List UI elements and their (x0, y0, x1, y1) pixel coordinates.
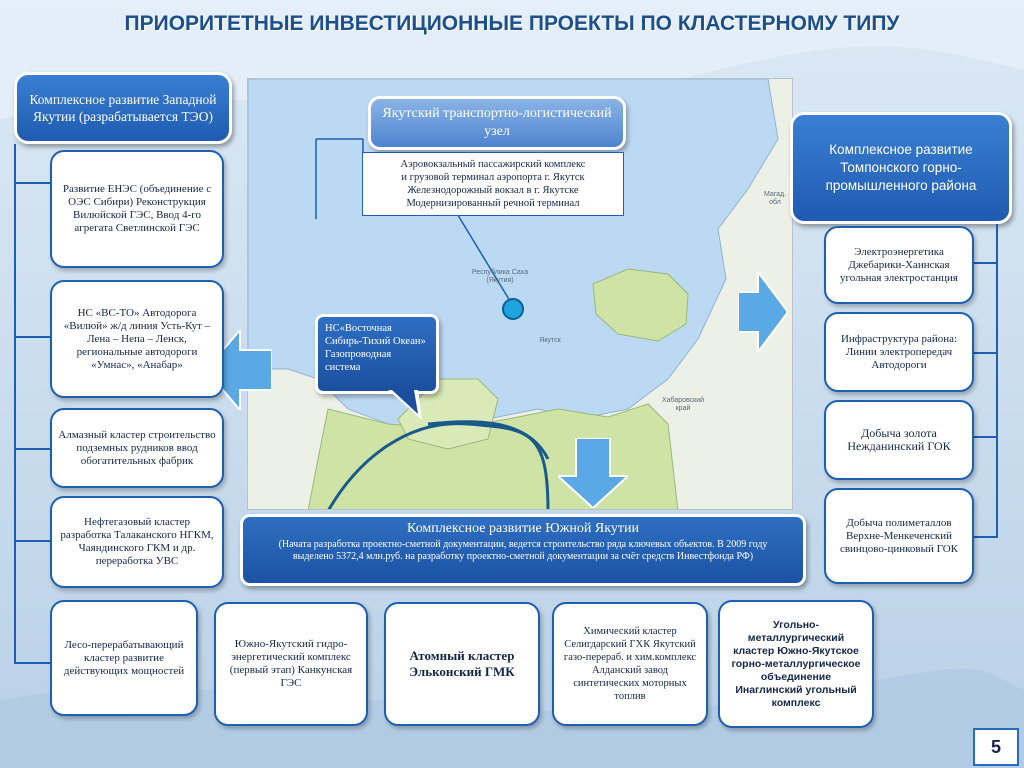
map-label-republic: Республика Саха (Якутия) (471, 269, 529, 284)
east-item: Электроэнергетика Джебарики-Хаинская угольная электростанция (824, 226, 974, 304)
west-item: Нефтегазовый кластер разработка Талаканского НГКМ, Чаяндинского ГКМ и др. переработка УВС (50, 496, 224, 588)
transport-line: и грузовой терминал аэропорта г. Якутск (401, 172, 585, 183)
east-header: Комплексное развитие Томпонского горно-промышленного района (790, 112, 1012, 224)
page-number: 5 (973, 728, 1019, 766)
south-header-panel (240, 514, 806, 586)
east-item: Инфраструктура района: Линии электропередач Автодороги (824, 312, 974, 392)
transport-line: Аэровокзальный пассажирский комплекс (400, 159, 586, 170)
south-item: Атомный кластер Эльконский ГМК (384, 602, 540, 726)
east-item: Добыча полиметаллов Верхне-Менкеченский свинцово-цинковый ГОК (824, 488, 974, 584)
east-item: Добыча золота Нежданинский ГОК (824, 400, 974, 480)
map-label-yakutsk: Якутск (539, 337, 561, 344)
south-item: Химический кластер Селигдарский ГХК Якутский газо-перераб. и хим.комплекс Алданский завод синтетических моторных топлив (552, 602, 708, 726)
west-item: Лесо-перерабатывающий кластер развитие действующих мощностей (50, 600, 198, 716)
west-item: Развитие ЕНЭС (объединение с ОЭС Сибири) Реконструкция Вилюйской ГЭС, Ввод 4-го агрегата Светлинской ГЭС (50, 150, 224, 268)
map-label-magadan: Магад. обл (763, 191, 787, 206)
east-connector (996, 224, 998, 538)
transport-line: Железнодорожный вокзал в г. Якутске (407, 185, 579, 196)
west-item: НС «ВС-ТО» Автодорога «Вилюй» ж/д линия Усть-Кут – Лена – Непа – Ленск, региональные автодороги «Умнас», «Анабар» (50, 280, 224, 398)
yakutsk-marker (503, 299, 523, 319)
transport-hub-header: Якутский транспортно-логистический узел (368, 96, 626, 150)
south-item: Южно-Якутский гидро-энергетический комплекс (первый этап) Канкунская ГЭС (214, 602, 368, 726)
arrow-down-icon (558, 438, 628, 508)
arrow-right-icon (738, 272, 788, 352)
callout-pointer (388, 390, 428, 422)
transport-line: Модернизированный речной терминал (406, 198, 580, 209)
south-header: Комплексное развитие Южной Якутии (407, 521, 639, 536)
map-label-khabarovsk: Хабаровский край (661, 397, 705, 412)
pipeline-callout: НС«Восточная Сибирь-Тихий Океан» Газопроводная система (315, 314, 439, 394)
transport-hub-details (362, 152, 624, 216)
south-item: Угольно-металлургический кластер Южно-Якутское горно-металлургическое объединение Инаглинский угольный комплекс (718, 600, 874, 728)
page-title: ПРИОРИТЕТНЫЕ ИНВЕСТИЦИОННЫЕ ПРОЕКТЫ ПО КЛАСТЕРНОМУ ТИПУ (124, 12, 900, 35)
west-header: Комплексное развитие Западной Якутии (разрабатывается ТЭО) (14, 72, 232, 144)
south-subtitle: (Начата разработка проектно-сметной документации, ведется строительство ряда ключевых объектов. В 2009 году выделено 5372,4 млн.руб. на разработку проектно-сметной документации за счёт средств Инвестфонда РФ) (278, 539, 768, 562)
west-connector (14, 144, 16, 664)
west-item: Алмазный кластер строительство подземных рудников ввод обогатительных фабрик (50, 408, 224, 488)
